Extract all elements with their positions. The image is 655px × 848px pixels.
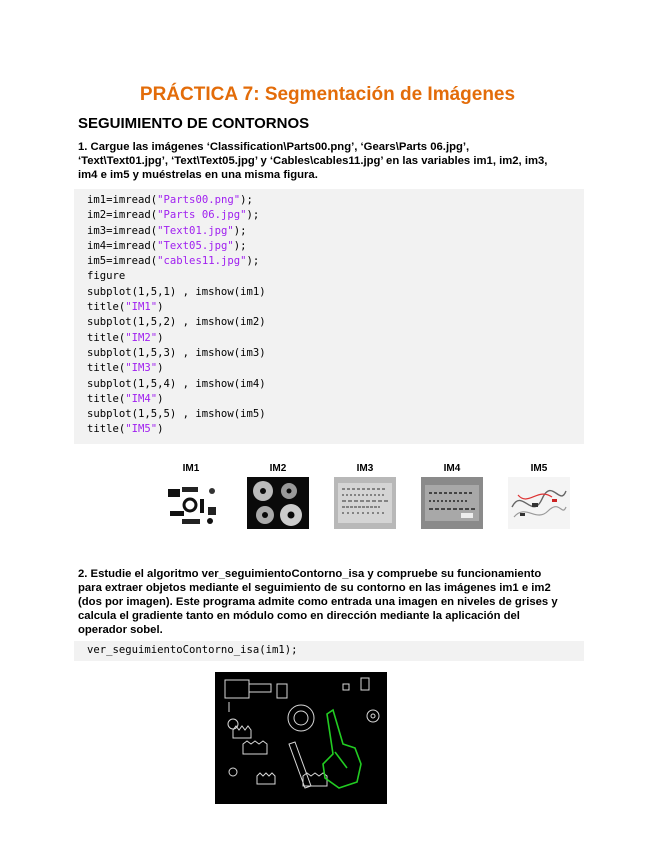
code-text: subplot(1,5,4) , imshow(im4): [87, 377, 266, 390]
subplot-im4: [421, 463, 483, 529]
im1-parts-image: [160, 477, 222, 529]
code-string: "IM5": [125, 423, 158, 436]
code-line: [87, 224, 584, 239]
code-line: [87, 422, 584, 437]
code-string: "cables11.jpg": [157, 255, 247, 268]
code-string: "IM3": [125, 362, 158, 375]
question-2-line: calcula el gradiente tanto en módulo como en dirección mediante la aplicación del: [78, 610, 520, 622]
code-text: im5=imread(: [87, 255, 158, 268]
subplot-im5: [508, 463, 570, 529]
code-text: ): [157, 362, 164, 375]
code-text: );: [246, 255, 260, 268]
subplot-im1: [160, 463, 222, 529]
code-string: "IM2": [125, 331, 158, 344]
code-text: subplot(1,5,3) , imshow(im3): [87, 346, 266, 359]
contour-result-image: [215, 672, 387, 804]
subplot-title: IM2: [269, 463, 287, 474]
question-2-line: 2. Estudie el algoritmo ver_seguimientoContorno_isa y compruebe su funcionamiento: [78, 568, 542, 580]
code-block-1: [74, 189, 584, 444]
code-string: "Parts 06.jpg": [157, 209, 247, 222]
subplot-im3: [334, 463, 396, 529]
code-line: [87, 254, 584, 269]
code-text: subplot(1,5,1) , imshow(im1): [87, 285, 266, 298]
im4-text-image: [421, 477, 483, 529]
code-text: figure: [87, 270, 126, 283]
code-line: [87, 193, 584, 208]
figure-subplots: [160, 463, 580, 533]
code-text: subplot(1,5,5) , imshow(im5): [87, 408, 266, 421]
question-1-line: ‘Text\Text01.jpg’, ‘Text\Text05.jpg’ y ‘Cables\cables11.jpg’ en las variables im1, im2, im3,: [78, 155, 548, 167]
page-title: PRÁCTICA 7: Segmentación de Imágenes: [139, 84, 516, 105]
code-text: ): [157, 301, 164, 314]
question-1-line: 1. Cargue las imágenes ‘Classification\Parts00.png’, ‘Gears\Parts 06.jpg’,: [78, 141, 470, 153]
code-line: [87, 331, 584, 346]
code-text: im3=imread(: [87, 224, 158, 237]
question-1-line: im4 e im5 y muéstrelas en una misma figura.: [78, 169, 318, 181]
im3-text-image: [334, 477, 396, 529]
subplot-title: IM1: [182, 463, 200, 474]
code-string: "Text05.jpg": [157, 239, 234, 252]
subplot-title: IM4: [443, 463, 461, 474]
code-line: [87, 315, 584, 330]
code-text: );: [233, 224, 247, 237]
code-line: [87, 346, 584, 361]
code-text: ): [157, 423, 164, 436]
code-text: title(: [87, 392, 126, 405]
code-line: ver_seguimientoContorno_isa(im1);: [87, 644, 298, 656]
code-text: title(: [87, 362, 126, 375]
subplot-title: IM5: [530, 463, 548, 474]
subplot-im2: [247, 463, 309, 529]
im2-gears-image: [247, 477, 309, 529]
code-text: title(: [87, 331, 126, 344]
code-text: im1=imread(: [87, 194, 158, 206]
question-2-line: para extraer objetos mediante el seguimiento de su contorno en las imágenes im1 e im2: [78, 582, 551, 594]
code-text: ): [157, 392, 164, 405]
code-text: subplot(1,5,2) , imshow(im2): [87, 316, 266, 329]
code-line: [87, 208, 584, 223]
code-string: "IM1": [125, 301, 158, 314]
code-line: [87, 300, 584, 315]
code-line: [87, 361, 584, 376]
code-line: [87, 239, 584, 254]
code-text: );: [246, 209, 260, 222]
subplot-title: IM3: [356, 463, 374, 474]
code-text: im2=imread(: [87, 209, 158, 222]
code-line: [87, 407, 584, 422]
code-string: "IM4": [125, 392, 158, 405]
code-text: );: [240, 194, 253, 206]
question-2-line: operador sobel.: [78, 624, 163, 636]
code-line: [87, 377, 584, 392]
code-line: [87, 269, 584, 284]
question-1: [78, 140, 598, 182]
code-block-2: [74, 641, 584, 661]
code-string: "Text01.jpg": [157, 224, 234, 237]
code-line: [87, 392, 584, 407]
code-string: "Parts00.png": [157, 194, 241, 206]
im5-cables-image: [508, 477, 570, 529]
code-text: );: [233, 239, 247, 252]
code-text: ): [157, 331, 164, 344]
question-2: [78, 567, 598, 637]
question-2-line: (dos por imagen). Este programa admite como entrada una imagen en niveles de grises y: [78, 596, 558, 608]
section-heading: SEGUIMIENTO DE CONTORNOS: [78, 115, 310, 132]
code-text: im4=imread(: [87, 239, 158, 252]
code-text: title(: [87, 301, 126, 314]
code-line: [87, 285, 584, 300]
code-text: title(: [87, 423, 126, 436]
